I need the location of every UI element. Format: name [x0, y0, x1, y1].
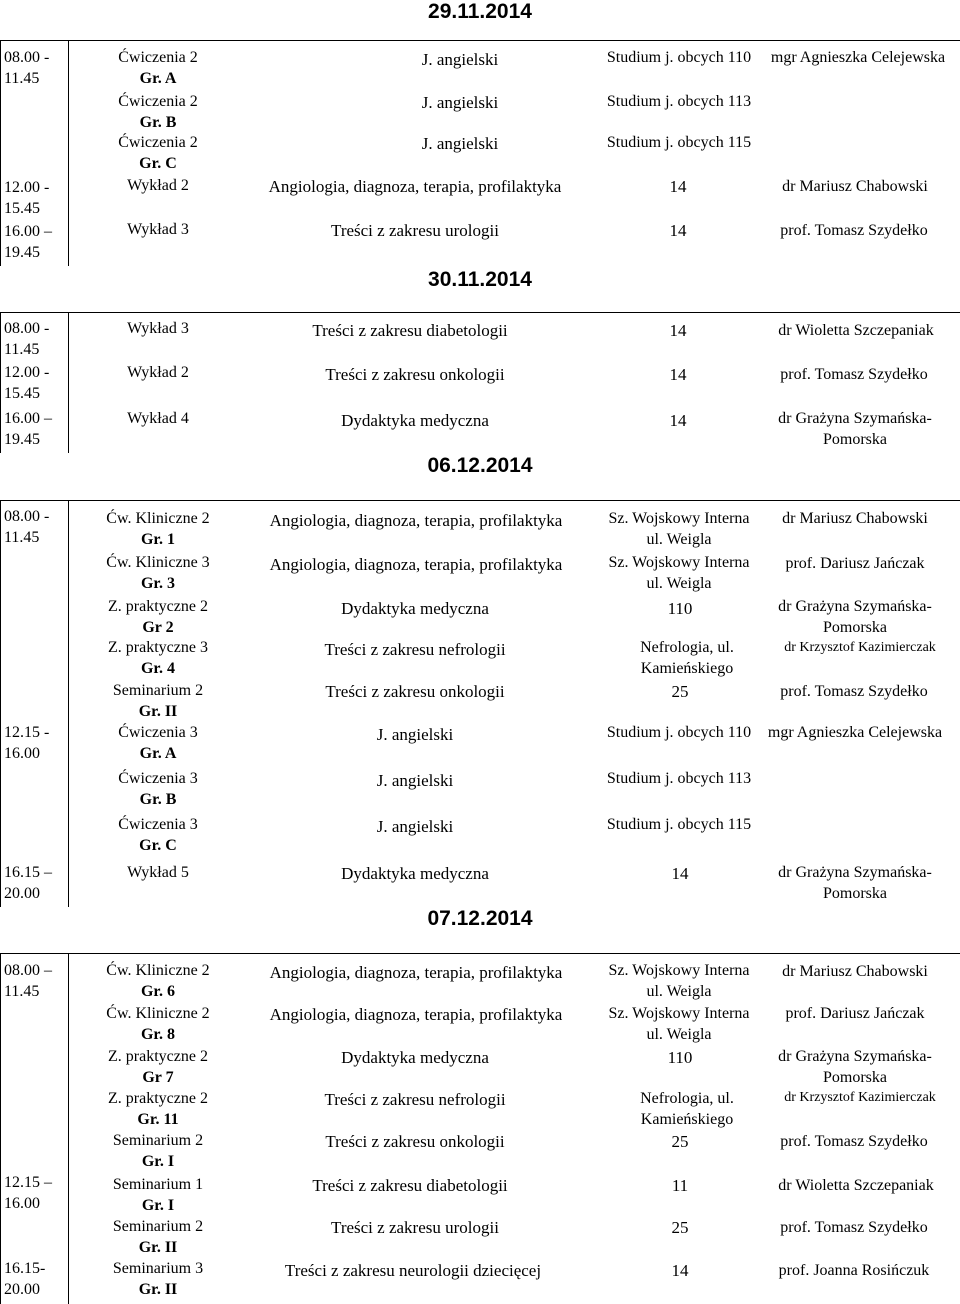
topic: Dydaktyka medyczna	[341, 411, 489, 430]
topic: J. angielski	[421, 50, 499, 69]
group-label: Gr 7	[142, 1069, 174, 1086]
teacher: prof. Tomasz Szydełko	[780, 222, 928, 239]
topic: Dydaktyka medyczna	[341, 864, 489, 883]
topic: Treści z zakresu onkologii	[325, 1132, 505, 1151]
place: Studium j. obcych 115	[606, 816, 752, 833]
room: 25	[671, 682, 689, 701]
time-slot: 08.00 - 11.45	[4, 49, 50, 87]
class-type	[82, 362, 234, 383]
class-type	[82, 722, 234, 764]
type-label: Wykład 2	[127, 177, 189, 194]
class-type	[82, 814, 234, 856]
topic: Treści z zakresu onkologii	[325, 682, 505, 701]
topic: Angiologia, diagnoza, terapia, profilaktyka	[269, 511, 563, 530]
topic: Treści z zakresu urologii	[331, 221, 499, 240]
class-type	[82, 91, 234, 133]
time-slot: 08.00 - 11.45	[4, 508, 50, 546]
type-label: Ćwiczenia 2	[118, 134, 198, 151]
place: Sz. Wojskowy Interna ul. Weigla	[608, 554, 750, 592]
time-slot: 12.15 - 16.00	[4, 724, 50, 762]
group-label: Gr. II	[138, 703, 178, 720]
type-label: Wykład 4	[127, 410, 189, 427]
teacher: dr Mariusz Chabowski	[782, 178, 928, 195]
time-slot: 08.00 – 11.45	[4, 962, 52, 1000]
topic: J. angielski	[421, 93, 499, 112]
class-type	[82, 508, 234, 550]
type-label: Ćw. Kliniczne 2	[106, 1005, 210, 1022]
type-label: Ćwiczenia 3	[118, 770, 198, 787]
type-label: Ćwiczenia 2	[118, 93, 198, 110]
group-label: Gr. 3	[140, 575, 176, 592]
teacher: dr Mariusz Chabowski	[782, 963, 928, 980]
time-slot: 16.00 – 19.45	[4, 410, 52, 448]
group-label: Gr. C	[139, 837, 177, 854]
teacher: prof. Tomasz Szydełko	[780, 1219, 928, 1236]
group-label: Gr. II	[138, 1239, 178, 1256]
class-type	[82, 680, 234, 722]
room: 14	[669, 221, 687, 240]
time-slot: 16.00 – 19.45	[4, 223, 52, 261]
group-label: Gr. I	[141, 1153, 175, 1170]
class-type	[82, 47, 234, 89]
type-label: Wykład 5	[127, 864, 189, 881]
place: Studium j. obcych 115	[606, 134, 752, 151]
group-label: Gr. 8	[140, 1026, 176, 1043]
class-type	[82, 862, 234, 883]
place: Studium j. obcych 110	[606, 49, 752, 66]
class-type	[82, 175, 234, 196]
class-type	[82, 1130, 234, 1172]
type-label: Z. praktyczne 2	[108, 1048, 208, 1065]
time-slot: 12.00 - 15.45	[4, 364, 50, 402]
place: Studium j. obcych 113	[606, 770, 752, 787]
class-type	[82, 219, 234, 240]
room: 110	[667, 599, 693, 618]
time-column	[0, 953, 69, 1304]
time-column	[0, 500, 69, 907]
divider	[0, 312, 960, 313]
type-label: Ćwiczenia 3	[118, 816, 198, 833]
topic: Treści z zakresu urologii	[331, 1218, 499, 1237]
class-type	[82, 768, 234, 810]
teacher: prof. Joanna Rosińczuk	[778, 1262, 930, 1279]
type-label: Wykład 3	[127, 320, 189, 337]
topic: Treści z zakresu nefrologii	[324, 640, 506, 659]
teacher: dr Grażyna Szymańska-Pomorska	[778, 410, 932, 448]
teacher: prof. Tomasz Szydełko	[780, 366, 928, 383]
topic: Treści z zakresu nefrologii	[324, 1090, 506, 1109]
topic: Angiologia, diagnoza, terapia, profilaktyka	[268, 177, 562, 196]
room: 14	[671, 864, 689, 883]
type-label: Seminarium 3	[112, 1260, 204, 1277]
topic: J. angielski	[376, 771, 454, 790]
class-type	[82, 596, 234, 638]
room: 14	[669, 411, 687, 430]
place: Sz. Wojskowy Interna ul. Weigla	[608, 1005, 750, 1043]
divider	[0, 500, 960, 501]
class-type	[82, 1003, 234, 1045]
time-slot: 08.00 - 11.45	[4, 320, 50, 358]
time-slot: 16.15 – 20.00	[4, 864, 52, 902]
class-type	[82, 1046, 234, 1088]
topic: J. angielski	[376, 725, 454, 744]
time-slot: 12.15 – 16.00	[4, 1174, 52, 1212]
teacher: dr Grażyna Szymańska-Pomorska	[778, 1048, 932, 1086]
type-label: Wykład 3	[127, 221, 189, 238]
type-label: Seminarium 2	[112, 1132, 204, 1149]
topic: Angiologia, diagnoza, terapia, profilaktyka	[269, 963, 563, 982]
room: 14	[669, 321, 687, 340]
type-label: Ćwiczenia 3	[118, 724, 198, 741]
teacher: prof. Dariusz Jańczak	[785, 1005, 925, 1022]
group-label: Gr 2	[142, 619, 174, 636]
room: 110	[667, 1048, 693, 1067]
topic: Angiologia, diagnoza, terapia, profilaktyka	[269, 555, 563, 574]
teacher: dr Wioletta Szczepaniak	[778, 322, 934, 339]
room: 25	[671, 1132, 689, 1151]
topic: Treści z zakresu neurologii dziecięcej	[284, 1261, 542, 1280]
room: 14	[671, 1261, 689, 1280]
group-label: Gr. C	[139, 155, 177, 172]
place: Sz. Wojskowy Interna ul. Weigla	[608, 962, 750, 1000]
group-label: Gr. B	[139, 114, 177, 131]
teacher: dr Wioletta Szczepaniak	[778, 1177, 934, 1194]
type-label: Seminarium 2	[112, 1218, 204, 1235]
topic: Angiologia, diagnoza, terapia, profilaktyka	[269, 1005, 563, 1024]
group-label: Gr. A	[139, 745, 177, 762]
class-type	[82, 132, 234, 174]
class-type	[82, 1258, 234, 1300]
topic: Dydaktyka medyczna	[341, 1048, 489, 1067]
group-label: Gr. A	[139, 70, 177, 87]
topic: Treści z zakresu onkologii	[325, 365, 505, 384]
topic: J. angielski	[376, 817, 454, 836]
teacher: dr Grażyna Szymańska-Pomorska	[778, 598, 932, 636]
type-label: Seminarium 1	[112, 1176, 204, 1193]
place: Sz. Wojskowy Interna ul. Weigla	[608, 510, 750, 548]
group-label: Gr. B	[139, 791, 177, 808]
type-label: Ćwiczenia 2	[118, 49, 198, 66]
place: Studium j. obcych 110	[606, 724, 752, 741]
time-slot: 16.15- 20.00	[4, 1260, 46, 1298]
place: Nefrologia, ul. Kamieńskiego	[640, 639, 734, 677]
date-heading: 06.12.2014	[427, 454, 533, 477]
group-label: Gr. 11	[137, 1111, 179, 1128]
room: 25	[671, 1218, 689, 1237]
divider	[0, 40, 960, 41]
date-heading: 07.12.2014	[427, 907, 533, 930]
group-label: Gr. II	[138, 1281, 178, 1298]
type-label: Ćw. Kliniczne 2	[106, 510, 210, 527]
class-type	[82, 960, 234, 1002]
type-label: Ćw. Kliniczne 2	[106, 962, 210, 979]
group-label: Gr. 4	[140, 660, 176, 677]
type-label: Wykład 2	[127, 364, 189, 381]
topic: Treści z zakresu diabetologii	[312, 1176, 508, 1195]
place: Nefrologia, ul. Kamieńskiego	[640, 1090, 734, 1128]
class-type	[82, 1088, 234, 1130]
teacher: prof. Tomasz Szydełko	[780, 1133, 928, 1150]
time-slot: 12.00 - 15.45	[4, 179, 50, 217]
topic: J. angielski	[421, 134, 499, 153]
type-label: Ćw. Kliniczne 3	[106, 554, 210, 571]
topic: Dydaktyka medyczna	[341, 599, 489, 618]
type-label: Seminarium 2	[112, 682, 204, 699]
topic: Treści z zakresu diabetologii	[312, 321, 508, 340]
class-type	[82, 1216, 234, 1258]
teacher: prof. Tomasz Szydełko	[780, 683, 928, 700]
group-label: Gr. 1	[140, 531, 176, 548]
teacher: prof. Dariusz Jańczak	[785, 555, 925, 572]
group-label: Gr. I	[141, 1197, 175, 1214]
group-label: Gr. 6	[140, 983, 176, 1000]
teacher: dr Krzysztof Kazimierczak	[784, 1090, 936, 1105]
type-label: Z. praktyczne 3	[108, 639, 208, 656]
room: 14	[669, 365, 687, 384]
class-type	[82, 1174, 234, 1216]
teacher: mgr Agnieszka Celejewska	[767, 724, 943, 741]
date-heading: 30.11.2014	[428, 268, 532, 291]
class-type	[82, 318, 234, 339]
divider	[0, 953, 960, 954]
teacher: dr Krzysztof Kazimierczak	[784, 640, 936, 655]
teacher: dr Mariusz Chabowski	[782, 510, 928, 527]
type-label: Z. praktyczne 2	[108, 1090, 208, 1107]
class-type	[82, 552, 234, 594]
room: 14	[669, 177, 687, 196]
teacher: dr Grażyna Szymańska-Pomorska	[778, 864, 932, 902]
class-type	[82, 408, 234, 429]
type-label: Z. praktyczne 2	[108, 598, 208, 615]
class-type	[82, 637, 234, 679]
date-heading: 29.11.2014	[428, 0, 532, 23]
place: Studium j. obcych 113	[606, 93, 752, 110]
room: 11	[671, 1176, 689, 1195]
teacher: mgr Agnieszka Celejewska	[770, 49, 946, 66]
